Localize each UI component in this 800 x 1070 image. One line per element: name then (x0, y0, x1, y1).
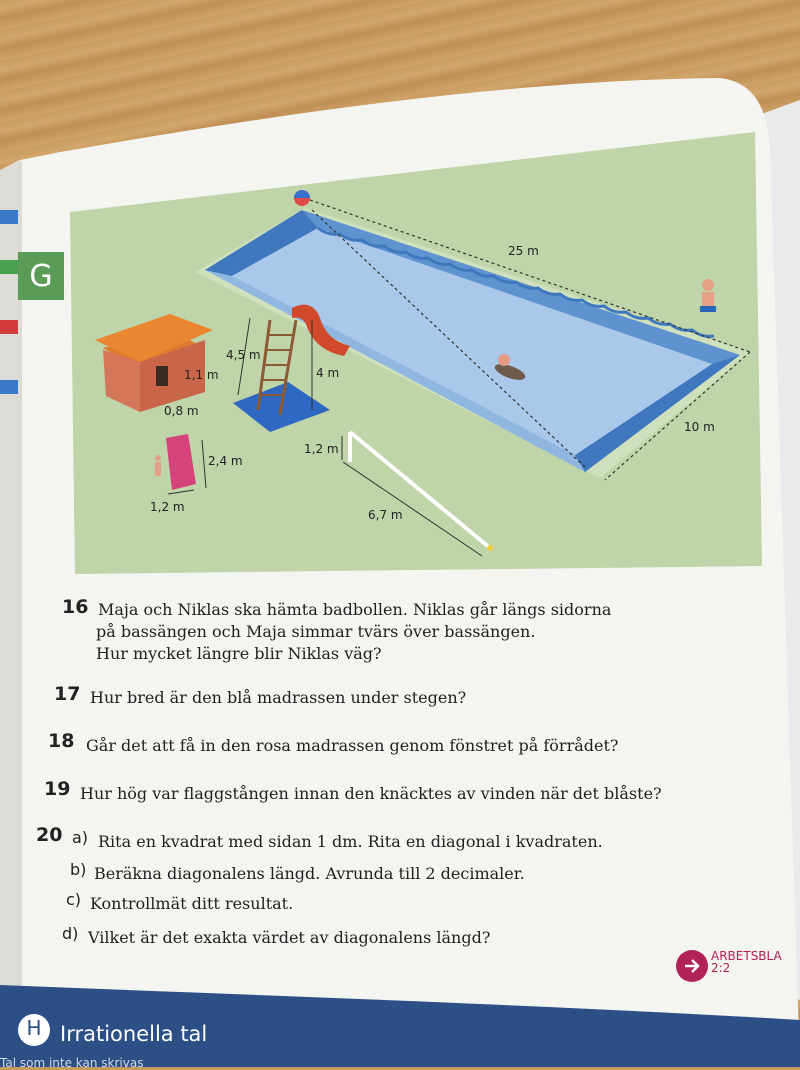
question-part-text: Beräkna diagonalens längd. Avrunda till 2 decimaler. (94, 864, 525, 883)
question-number: 20 (36, 824, 63, 846)
label-window-width: 0,8 m (164, 404, 199, 418)
arrow-right-icon (676, 950, 708, 982)
label-mattress-length: 2,4 m (208, 454, 243, 468)
question-text-line: Går det att få in den rosa madrassen genom fönstret på förrådet? (86, 736, 619, 755)
chapter-teaser: Tal som inte kan skrivas (0, 1056, 144, 1070)
label-pole-standing: 1,2 m (304, 442, 339, 456)
label-pool-width: 10 m (684, 420, 715, 434)
question-part-text: Vilket är det exakta värdet av diagonalens längd? (88, 928, 491, 947)
label-pool-length: 25 m (508, 244, 539, 258)
section-tab-g (18, 252, 64, 300)
question-part-letter: a) (72, 828, 89, 847)
section-letter: G (29, 258, 53, 294)
workbook-number: 2:2 (711, 961, 731, 975)
question-text-line: Hur hög var flaggstången innan den knäcktes av vinden när det blåste? (80, 784, 662, 803)
page-stack-edges (0, 150, 22, 710)
question-number: 17 (54, 683, 81, 705)
label-ladder-height: 4 m (316, 366, 340, 380)
question-text-line: på bassängen och Maja simmar tvärs över bassängen. (96, 622, 536, 641)
question-text-line: Hur bred är den blå madrassen under stegen? (90, 688, 467, 707)
question-part-text: Kontrollmät ditt resultat. (90, 894, 294, 913)
question-text-line: Maja och Niklas ska hämta badbollen. Niklas går längs sidorna (98, 600, 612, 619)
question-part-letter: c) (66, 890, 82, 909)
label-ladder-length: 4,5 m (226, 348, 261, 362)
label-pole-fallen: 6,7 m (368, 508, 403, 522)
question-part-letter: b) (70, 860, 87, 879)
chapter-letter: H (26, 1016, 42, 1040)
question-text-line: Hur mycket längre blir Niklas väg? (96, 644, 382, 663)
question-number: 18 (48, 730, 75, 752)
question-part-text: Rita en kvadrat med sidan 1 dm. Rita en diagonal i kvadraten. (98, 832, 603, 851)
chapter-title: Irrationella tal (60, 1022, 208, 1046)
question-number: 19 (44, 778, 71, 800)
question-number: 16 (62, 596, 89, 618)
question-part-letter: d) (62, 924, 79, 943)
label-window-height: 1,1 m (184, 368, 219, 382)
label-mattress-width: 1,2 m (150, 500, 185, 514)
workbook-reference (711, 950, 782, 974)
shed-window (156, 366, 168, 386)
workbook-label: ARBETSBLA (711, 949, 782, 963)
